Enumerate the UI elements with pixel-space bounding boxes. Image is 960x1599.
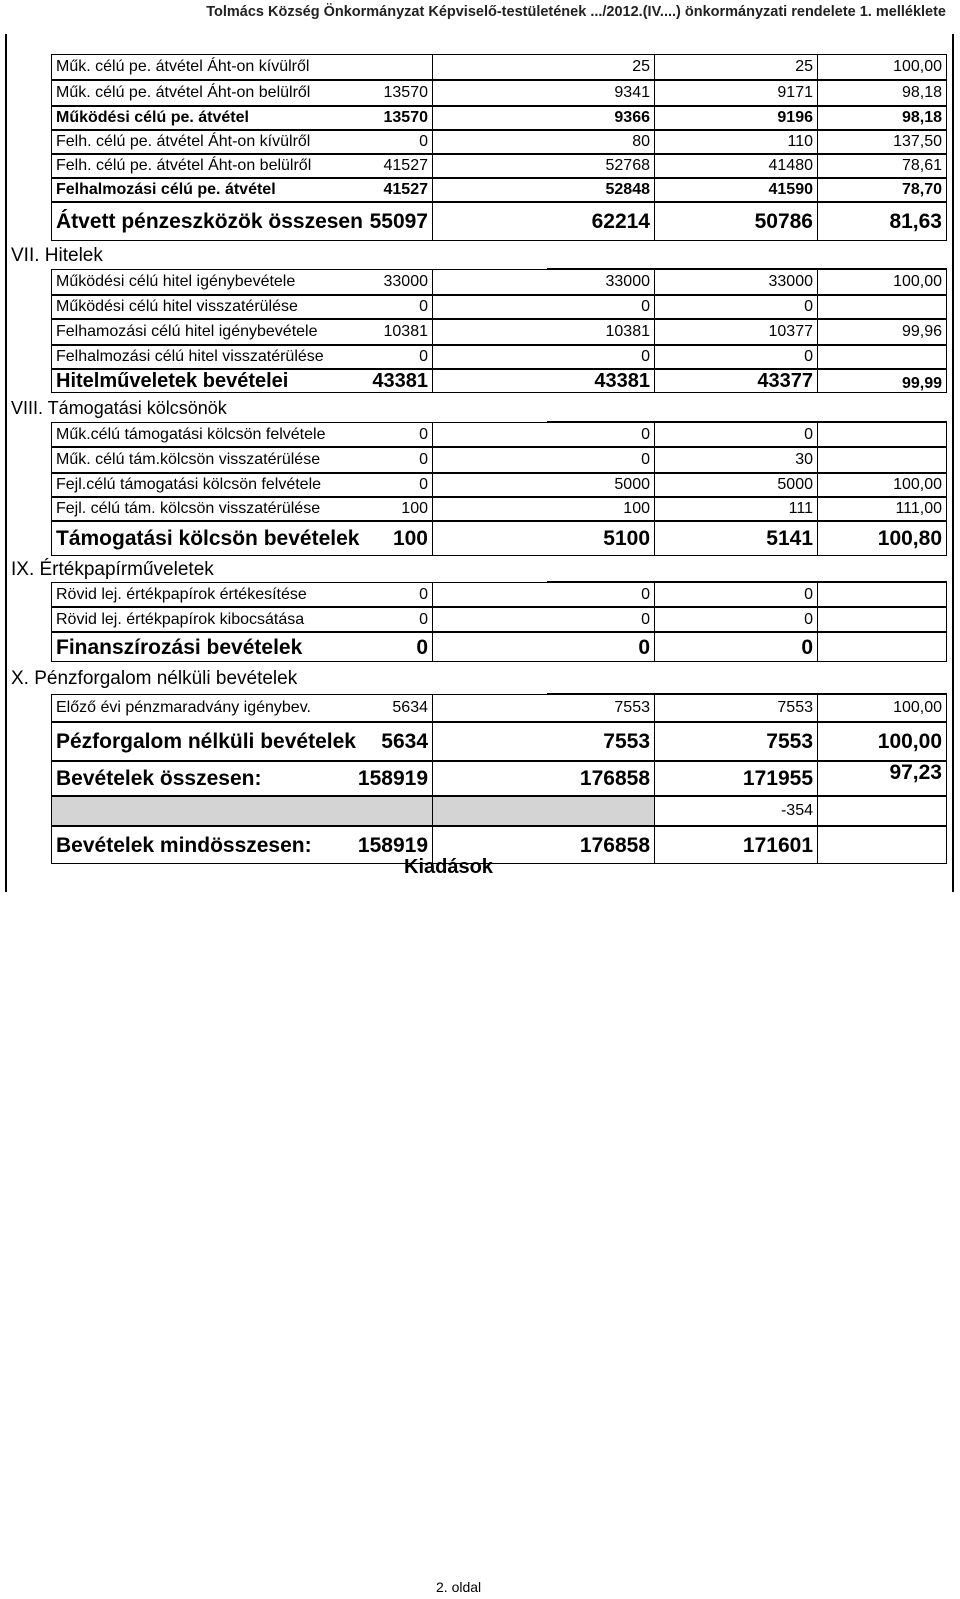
value-cell-c4: 98,18 bbox=[817, 80, 947, 106]
value-cell-c3: 111 bbox=[654, 497, 817, 521]
value-cell-c3: 0 bbox=[654, 632, 817, 662]
value-cell-c3: 7553 bbox=[654, 722, 817, 761]
value-cell-c3: 25 bbox=[654, 54, 817, 80]
value-cell-c4: 100,00 bbox=[817, 722, 947, 761]
row-label: Műk. célú pe. átvétel Áht-on kívülről bbox=[51, 54, 432, 80]
value-cell-c1: 41527 bbox=[51, 154, 432, 178]
row-label: Felhamozási célú hitel igénybevétele bbox=[51, 319, 432, 345]
value-cell-c1: 13570 bbox=[51, 106, 432, 130]
value-cell-c2: 25 bbox=[432, 54, 654, 80]
value-cell-c1: 0 bbox=[51, 295, 432, 319]
value-cell-c3: 0 bbox=[654, 295, 817, 319]
value-cell-c4: 97,23 bbox=[817, 761, 947, 796]
value-cell-c4: 81,63 bbox=[817, 202, 947, 241]
value-cell-c4: 111,00 bbox=[817, 497, 947, 521]
value-cell-c1: 5634 bbox=[51, 722, 432, 761]
row-label: Felh. célú pe. átvétel Áht-on belülről bbox=[51, 154, 432, 178]
table-row bbox=[7, 269, 952, 295]
value-cell-c3: 0 bbox=[654, 582, 817, 607]
value-cell-c2: 52768 bbox=[432, 154, 654, 178]
row-label: Bevételek mindösszesen: bbox=[51, 826, 432, 864]
value-cell-c3: 50786 bbox=[654, 202, 817, 241]
row-label: Előző évi pénzmaradvány igénybev. bbox=[51, 694, 432, 722]
value-cell-c1: 158919 bbox=[51, 761, 432, 796]
row-label: Hitelműveletek bevételei bbox=[51, 369, 432, 393]
value-cell-c1: 0 bbox=[51, 422, 432, 447]
row-label: Működési célú hitel visszatérülése bbox=[51, 295, 432, 319]
value-cell-c4: 100,00 bbox=[817, 473, 947, 497]
value-cell-c4 bbox=[817, 607, 947, 632]
value-cell-c2: 9341 bbox=[432, 80, 654, 106]
value-cell-c4: 99,96 bbox=[817, 319, 947, 345]
value-cell-c2: 7553 bbox=[432, 694, 654, 722]
value-cell-c3: 43377 bbox=[654, 369, 817, 393]
value-cell-c3: 7553 bbox=[654, 694, 817, 722]
section-border bbox=[547, 662, 947, 694]
value-cell-c2: 100 bbox=[432, 497, 654, 521]
section-title: VIII. Támogatási kölcsönök bbox=[11, 397, 227, 418]
table-row bbox=[7, 345, 952, 369]
table-row bbox=[7, 447, 952, 473]
value-cell-c2: 176858 bbox=[432, 761, 654, 796]
table-row bbox=[7, 80, 952, 106]
value-cell-c2: 5100 bbox=[432, 521, 654, 556]
value-cell-c4: 100,00 bbox=[817, 694, 947, 722]
row-label: Átvett pénzeszközök összesen bbox=[51, 202, 432, 241]
value-cell-c3: 5141 bbox=[654, 521, 817, 556]
table-row bbox=[7, 178, 952, 202]
value-cell-c4: 98,18 bbox=[817, 106, 947, 130]
value-cell-c3: 0 bbox=[654, 607, 817, 632]
value-cell-c2: 0 bbox=[432, 582, 654, 607]
table-row bbox=[7, 130, 952, 154]
value-cell-c3: 171955 bbox=[654, 761, 817, 796]
section-row bbox=[7, 662, 952, 694]
row-label: Fejl.célú támogatási kölcsön felvétele bbox=[51, 473, 432, 497]
value-cell-c4 bbox=[817, 447, 947, 473]
value-cell-c3: 0 bbox=[654, 422, 817, 447]
value-cell-c1: 0 bbox=[51, 447, 432, 473]
value-cell-c4: 78,61 bbox=[817, 154, 947, 178]
document-header: Tolmács Község Önkormányzat Képviselő-testületének .../2012.(IV....) önkormányzati rendelete 1. melléklete bbox=[206, 4, 946, 20]
value-cell-c2: 0 bbox=[432, 422, 654, 447]
table-row bbox=[7, 106, 952, 130]
value-cell-c4 bbox=[817, 582, 947, 607]
value-cell-c3: 10377 bbox=[654, 319, 817, 345]
row-label: Felhalmozási célú hitel visszatérülése bbox=[51, 345, 432, 369]
table-row bbox=[7, 369, 952, 393]
value-cell-c1: 0 bbox=[51, 607, 432, 632]
row-label: Rövid lej. értékpapírok értékesítése bbox=[51, 582, 432, 607]
value-cell-c4: 100,80 bbox=[817, 521, 947, 556]
table-row bbox=[7, 295, 952, 319]
value-cell-c2 bbox=[432, 796, 654, 826]
table-row bbox=[7, 521, 952, 556]
row-label: Finanszírozási bevételek bbox=[51, 632, 432, 662]
section-title: IX. Értékpapírműveletek bbox=[11, 558, 214, 580]
revenue-table bbox=[5, 34, 954, 892]
value-cell-c4: 78,70 bbox=[817, 178, 947, 202]
table-row bbox=[7, 722, 952, 761]
section-border bbox=[547, 241, 947, 269]
value-cell-c2: 52848 bbox=[432, 178, 654, 202]
value-cell-c2: 5000 bbox=[432, 473, 654, 497]
value-cell-c1: 41527 bbox=[51, 178, 432, 202]
value-cell-c1: 10381 bbox=[51, 319, 432, 345]
table-row bbox=[7, 202, 952, 241]
value-cell-c2: 7553 bbox=[432, 722, 654, 761]
table-row bbox=[7, 497, 952, 521]
value-cell-c2: 0 bbox=[432, 295, 654, 319]
value-cell-c3: 5000 bbox=[654, 473, 817, 497]
row-label: Műk. célú tám.kölcsön visszatérülése bbox=[51, 447, 432, 473]
value-cell-c4 bbox=[817, 632, 947, 662]
value-cell-c1: 0 bbox=[51, 345, 432, 369]
value-cell-c1: 0 bbox=[51, 632, 432, 662]
table-row bbox=[7, 154, 952, 178]
section-title: X. Pénzforgalom nélküli bevételek bbox=[11, 667, 298, 689]
value-cell-c2: 176858 bbox=[432, 826, 654, 864]
value-cell-c3: 33000 bbox=[654, 269, 817, 295]
table-row bbox=[7, 54, 952, 80]
value-cell-c1: 100 bbox=[51, 521, 432, 556]
table-row bbox=[7, 422, 952, 447]
section-border bbox=[547, 556, 947, 582]
value-cell-c1 bbox=[51, 796, 432, 826]
value-cell-c2: 80 bbox=[432, 130, 654, 154]
value-cell-c1: 33000 bbox=[51, 269, 432, 295]
value-cell-c1: 55097 bbox=[51, 202, 432, 241]
value-cell-c1: 13570 bbox=[51, 80, 432, 106]
row-label: Fejl. célú tám. kölcsön visszatérülése bbox=[51, 497, 432, 521]
next-section-title: Kiadások bbox=[404, 856, 493, 878]
value-cell-c4 bbox=[817, 796, 947, 826]
row-label: Bevételek összesen: bbox=[51, 761, 432, 796]
row-label: Támogatási kölcsön bevételek bbox=[51, 521, 432, 556]
value-cell-c4: 100,00 bbox=[817, 54, 947, 80]
table-row bbox=[7, 319, 952, 345]
value-cell-c4: 99,99 bbox=[817, 369, 947, 393]
value-cell-c3: 0 bbox=[654, 345, 817, 369]
value-cell-c1: 0 bbox=[51, 582, 432, 607]
value-cell-c1: 0 bbox=[51, 130, 432, 154]
row-label: Működési célú pe. átvétel bbox=[51, 106, 432, 130]
value-cell-c1: 100 bbox=[51, 497, 432, 521]
value-cell-c2: 9366 bbox=[432, 106, 654, 130]
section-title: VII. Hitelek bbox=[11, 244, 103, 266]
value-cell-c2: 0 bbox=[432, 345, 654, 369]
value-cell-c3: 41590 bbox=[654, 178, 817, 202]
value-cell-c2: 62214 bbox=[432, 202, 654, 241]
table-row bbox=[7, 694, 952, 722]
table-row bbox=[7, 632, 952, 662]
section-row bbox=[7, 241, 952, 269]
row-label: Működési célú hitel igénybevétele bbox=[51, 269, 432, 295]
value-cell-c3: 110 bbox=[654, 130, 817, 154]
value-cell-c3: 9171 bbox=[654, 80, 817, 106]
value-cell-c4 bbox=[817, 295, 947, 319]
table-row bbox=[7, 761, 952, 796]
value-cell-c2: 0 bbox=[432, 607, 654, 632]
value-cell-c2: 43381 bbox=[432, 369, 654, 393]
row-label: Műk. célú pe. átvétel Áht-on belülről bbox=[51, 80, 432, 106]
row-label: Felh. célú pe. átvétel Áht-on kívülről bbox=[51, 130, 432, 154]
section-row bbox=[7, 393, 952, 422]
value-cell-c1 bbox=[51, 54, 432, 80]
row-label: Felhalmozási célú pe. átvétel bbox=[51, 178, 432, 202]
value-cell-c3: 171601 bbox=[654, 826, 817, 864]
page-number: 2. oldal bbox=[436, 1579, 482, 1595]
value-cell-c2: 33000 bbox=[432, 269, 654, 295]
value-cell-c4: 137,50 bbox=[817, 130, 947, 154]
value-cell-c4 bbox=[817, 422, 947, 447]
table-row bbox=[7, 796, 952, 826]
table-row bbox=[7, 473, 952, 497]
value-cell-c4 bbox=[817, 826, 947, 864]
row-label: Műk.célú támogatási kölcsön felvétele bbox=[51, 422, 432, 447]
value-cell-c4 bbox=[817, 345, 947, 369]
table-row bbox=[7, 607, 952, 632]
value-cell-c1: 0 bbox=[51, 473, 432, 497]
value-cell-c1: 5634 bbox=[51, 694, 432, 722]
value-cell-c2: 10381 bbox=[432, 319, 654, 345]
value-cell-c3: -354 bbox=[654, 796, 817, 826]
value-cell-c2: 0 bbox=[432, 632, 654, 662]
value-cell-c3: 9196 bbox=[654, 106, 817, 130]
value-cell-c1: 158919 bbox=[51, 826, 432, 864]
section-border bbox=[547, 393, 947, 422]
row-label: Pézforgalom nélküli bevételek bbox=[51, 722, 432, 761]
row-label: Rövid lej. értékpapírok kibocsátása bbox=[51, 607, 432, 632]
value-cell-c4: 100,00 bbox=[817, 269, 947, 295]
value-cell-c3: 41480 bbox=[654, 154, 817, 178]
value-cell-c2: 0 bbox=[432, 447, 654, 473]
value-cell-c3: 30 bbox=[654, 447, 817, 473]
value-cell-c1: 43381 bbox=[51, 369, 432, 393]
table-row bbox=[7, 582, 952, 607]
section-row bbox=[7, 556, 952, 582]
